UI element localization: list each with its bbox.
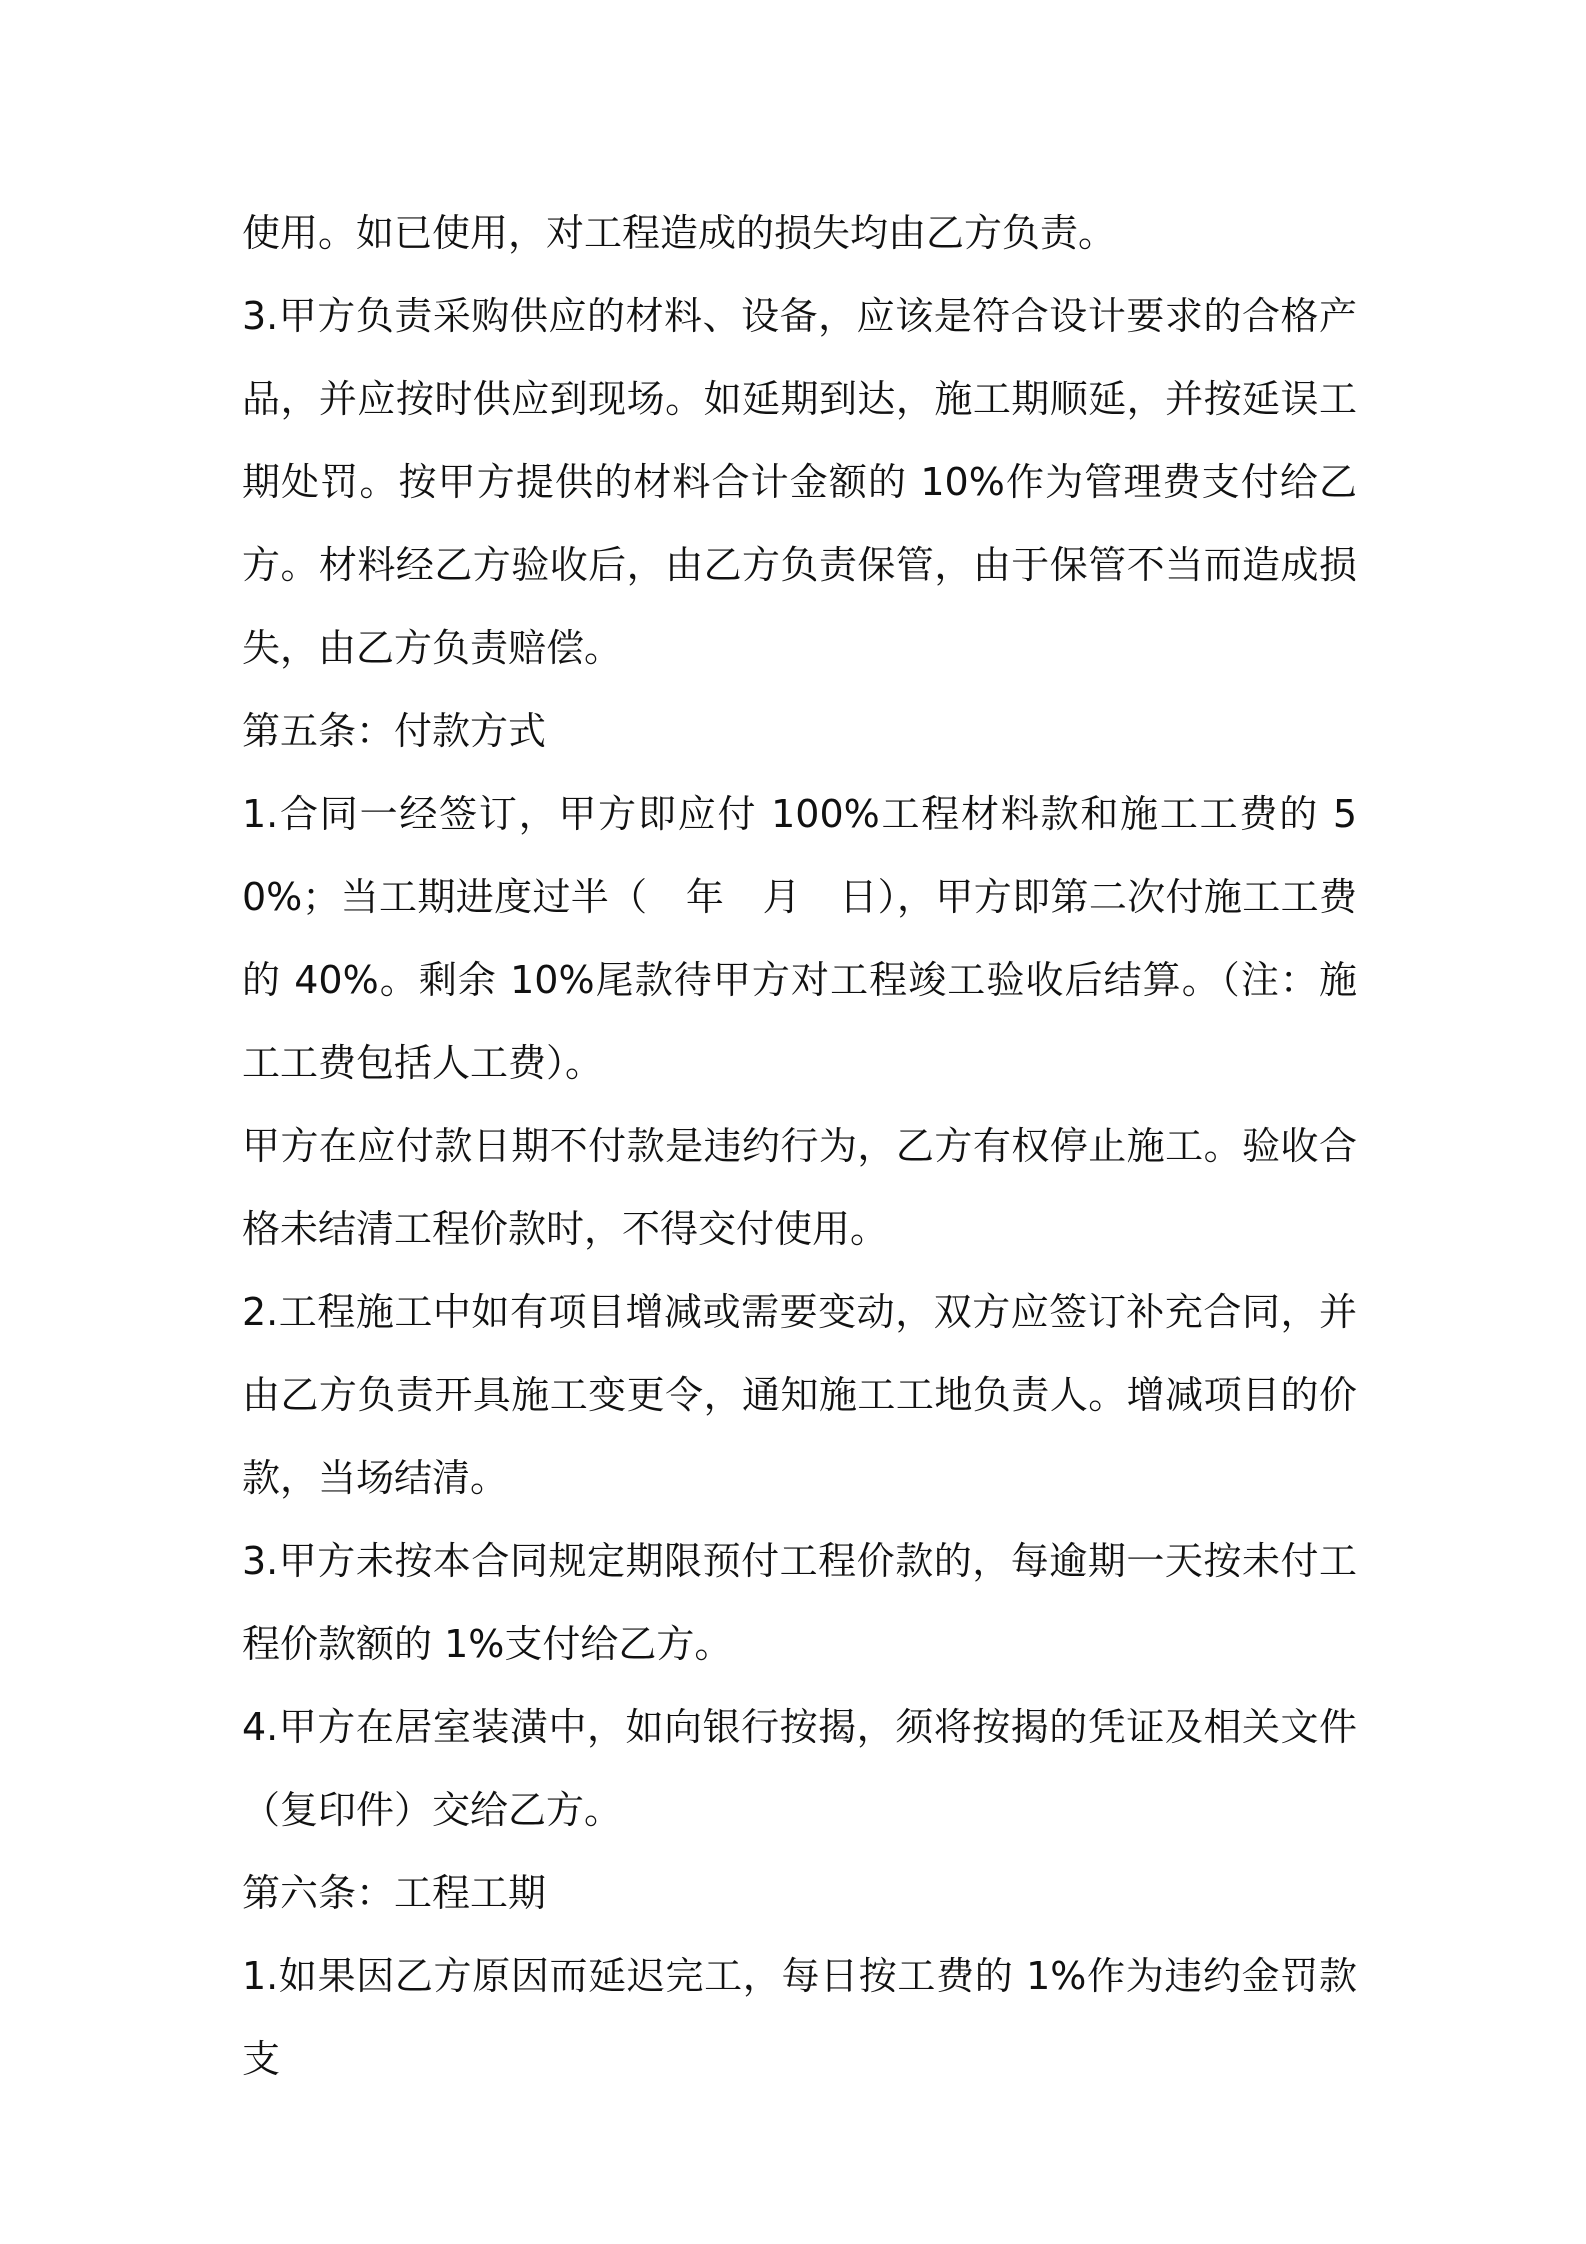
heading-article-6-schedule: 第六条：工程工期 xyxy=(242,1871,547,1915)
paragraph-payment-3-late-penalty: 3.甲方未按本合同规定期限预付工程价款的，每逾期一天按未付工程价款额的 1%支付给乙方。 xyxy=(242,1539,1357,1666)
paragraph-schedule-1-delay-penalty: 1.如果因乙方原因而延迟完工，每日按工费的 1%作为违约金罚款支 xyxy=(242,1954,1357,2081)
paragraph-payment-1-schedule: 1.合同一经签订，甲方即应付 100%工程材料款和施工工费的 50%；当工期进度过半（ 年 月 日），甲方即第二次付施工工费的 40%。剩余 10%尾款待甲方对工程竣工验收后结算。（注：施工工费包括人工费）。 xyxy=(242,792,1357,1085)
paragraph-material-use-liability: 使用。如已使用，对工程造成的损失均由乙方负责。 xyxy=(242,211,1117,255)
heading-article-5-payment: 第五条：付款方式 xyxy=(242,709,547,753)
paragraph-clause-3-material-supply: 3.甲方负责采购供应的材料、设备，应该是符合设计要求的合格产品，并应按时供应到现场。如延期到达，施工期顺延，并按延误工期处罚。按甲方提供的材料合计金额的 10%作为管理费支付给乙方。材料经乙方验收后，由乙方负责保管，由于保管不当而造成损失，由乙方负责赔偿。 xyxy=(242,294,1357,670)
contract-body xyxy=(242,192,1357,2101)
paragraph-payment-default: 甲方在应付款日期不付款是违约行为，乙方有权停止施工。验收合格未结清工程价款时，不得交付使用。 xyxy=(242,1124,1357,1251)
paragraph-payment-4-mortgage: 4.甲方在居室装潢中，如向银行按揭，须将按揭的凭证及相关文件（复印件）交给乙方。 xyxy=(242,1705,1357,1832)
paragraph-payment-2-changes: 2.工程施工中如有项目增减或需要变动，双方应签订补充合同，并由乙方负责开具施工变更令，通知施工工地负责人。增减项目的价款，当场结清。 xyxy=(242,1290,1357,1500)
